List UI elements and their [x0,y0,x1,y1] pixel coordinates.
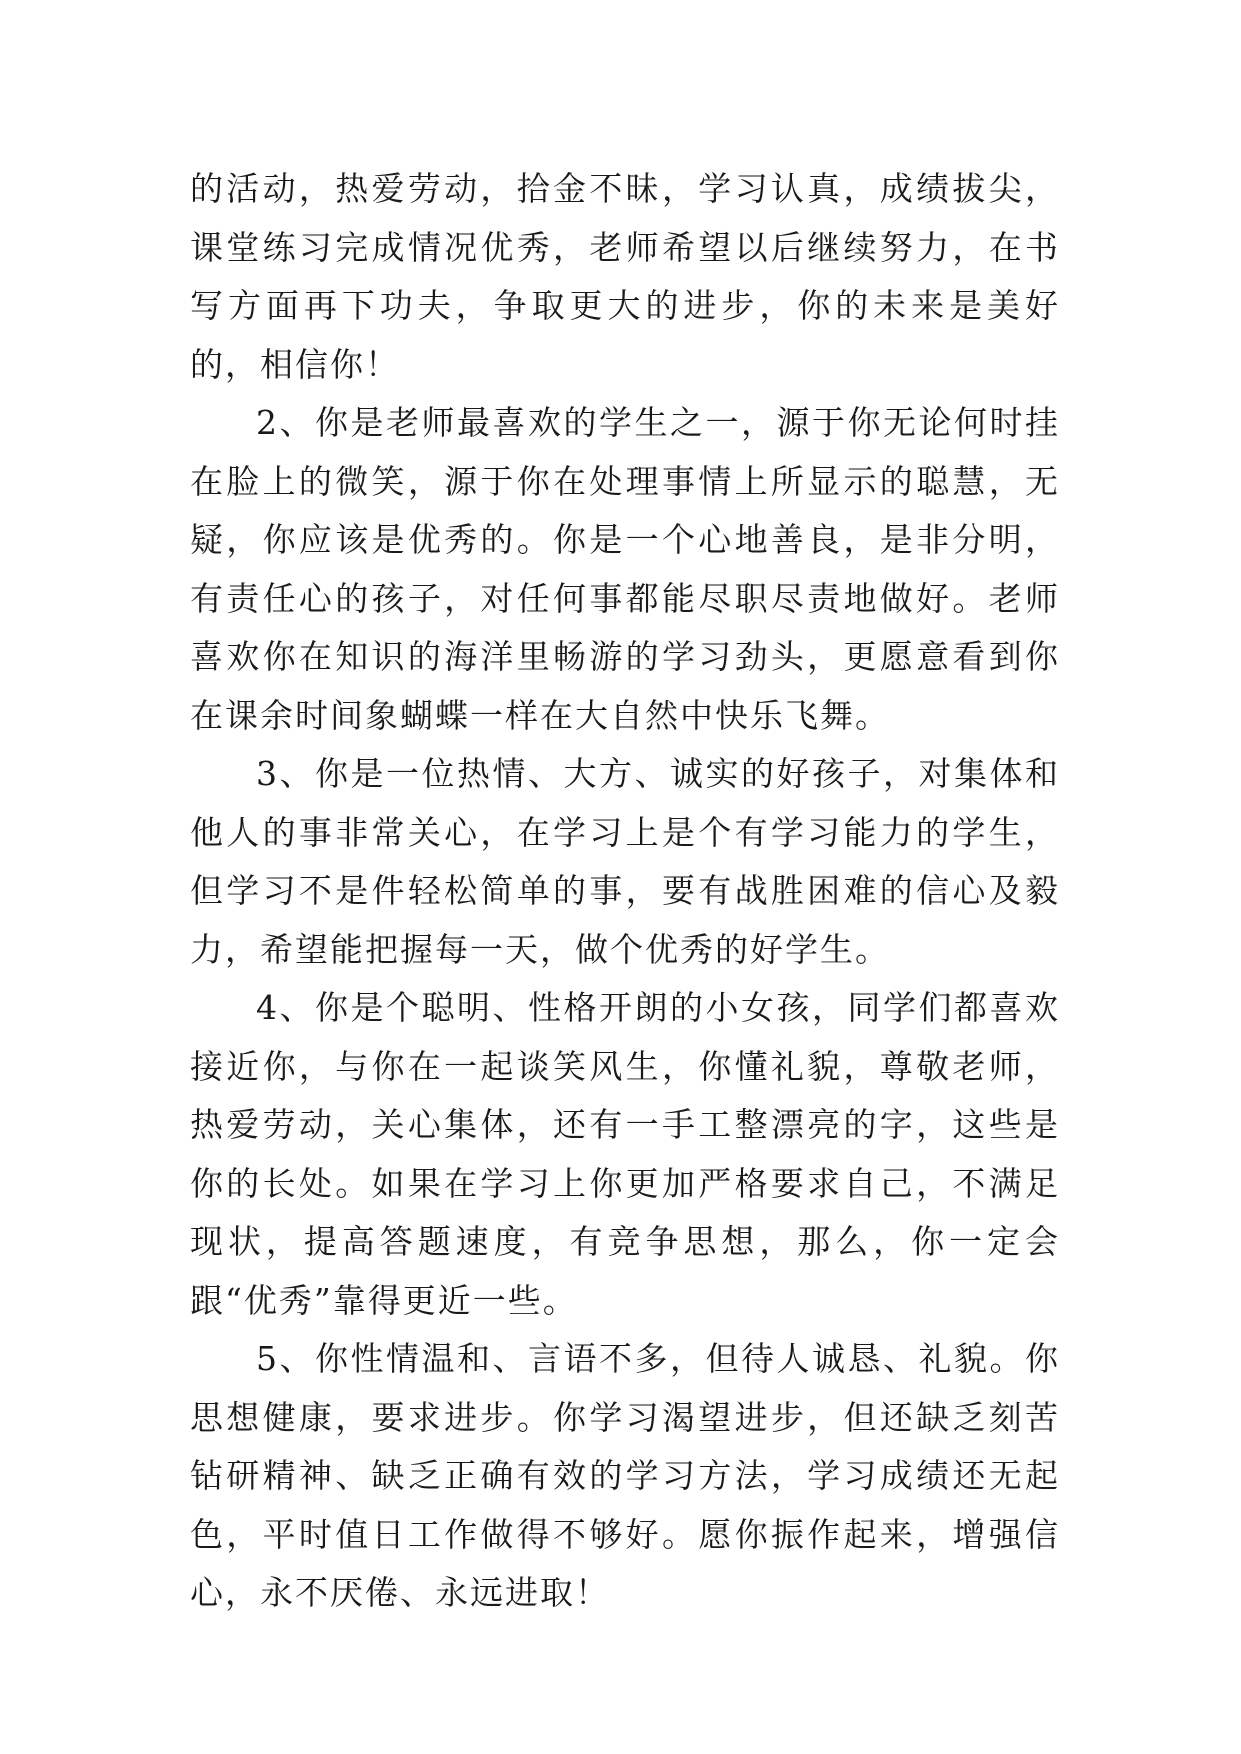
document-page [190,160,1060,1623]
paragraph-1-continuation: 的活动，热爱劳动，拾金不昧，学习认真，成绩拔尖，课堂练习完成情况优秀，老师希望以后继续努力，在书写方面再下功夫，争取更大的进步，你的未来是美好的，相信你！ [190,169,1060,384]
paragraph-2: 2、你是老师最喜欢的学生之一，源于你无论何时挂在脸上的微笑，源于你在处理事情上所显示的聪慧，无疑，你应该是优秀的。你是一个心地善良，是非分明，有责任心的孩子，对任何事都能尽职尽责地做好。老师喜欢你在知识的海洋里畅游的学习劲头，更愿意看到你在课余时间象蝴蝶一样在大自然中快乐飞舞。 [190,403,1060,735]
paragraph-3: 3、你是一位热情、大方、诚实的好孩子，对集体和他人的事非常关心，在学习上是个有学习能力的学生，但学习不是件轻松简单的事，要有战胜困难的信心及毅力，希望能把握每一天，做个优秀的好学生。 [190,754,1060,969]
paragraph-5: 5、你性情温和、言语不多，但待人诚恳、礼貌。你思想健康，要求进步。你学习渴望进步，但还缺乏刻苦钻研精神、缺乏正确有效的学习方法，学习成绩还无起色，平时值日工作做得不够好。愿你振作起来，增强信心，永不厌倦、永远进取！ [190,1339,1060,1612]
paragraph-4: 4、你是个聪明、性格开朗的小女孩，同学们都喜欢接近你，与你在一起谈笑风生，你懂礼貌，尊敬老师，热爱劳动，关心集体，还有一手工整漂亮的字，这些是你的长处。如果在学习上你更加严格要求自己，不满足现状，提高答题速度，有竞争思想，那么，你一定会跟“优秀”靠得更近一些。 [190,988,1060,1320]
